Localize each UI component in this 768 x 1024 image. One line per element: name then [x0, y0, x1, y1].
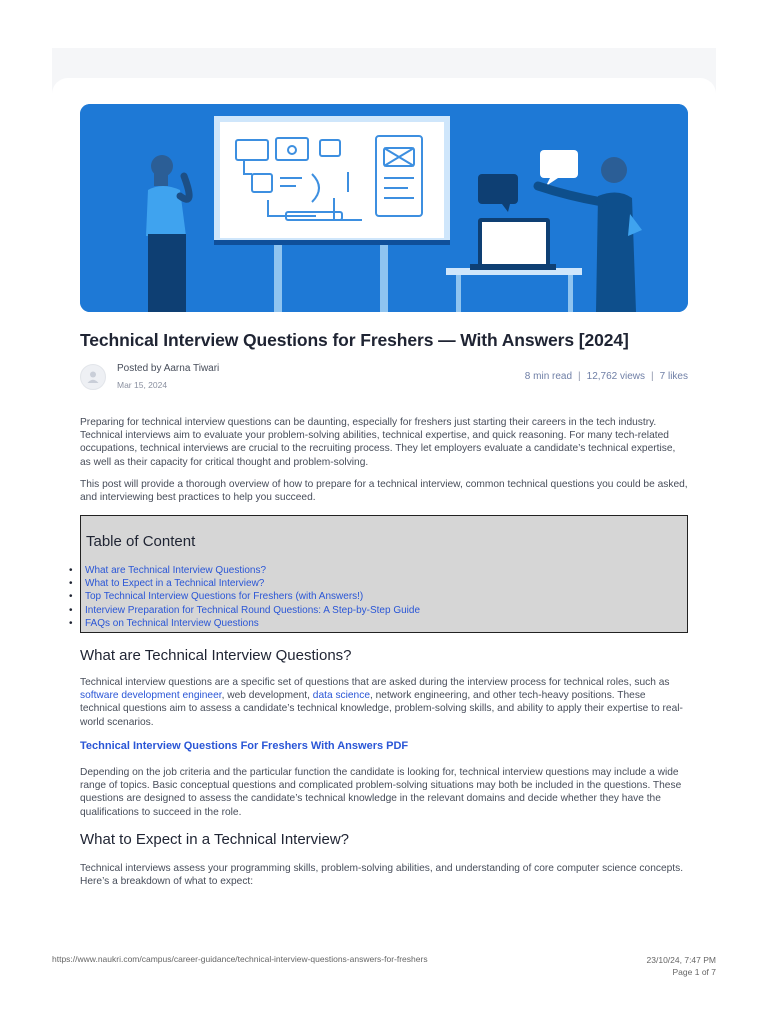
toc-list: [69, 564, 420, 630]
intro-paragraph: Preparing for technical interview questions can be daunting, especially for freshers just starting their careers in the tech industry. Technical interviews aim to evaluate your problem-solving abilities, technical expertise, and quick reasoning. For many tech-related occupations, technical interviews are crucial to the recruiting process. They let employers evaluate a candidate’s technical expertise, as well as their capacity for critical thought and problem-solving.: [80, 417, 676, 468]
toc-link[interactable]: Interview Preparation for Technical Round Questions: A Step-by-Step Guide: [85, 604, 421, 616]
text-segment: , web development,: [221, 690, 313, 702]
stats-separator: |: [578, 371, 581, 382]
bullet: •: [69, 591, 73, 603]
toc-link[interactable]: FAQs on Technical Interview Questions: [85, 617, 259, 629]
author-meta: [80, 362, 688, 392]
section-heading: What are Technical Interview Questions?: [80, 647, 352, 664]
section-heading-2: What to Expect in a Technical Interview?: [80, 831, 350, 848]
data-science-link[interactable]: data science: [312, 690, 370, 702]
avatar[interactable]: [80, 364, 106, 390]
section-paragraph-2: Depending on the job criteria and the particular function the candidate is looking for, technical interview questions may include a wide range of topics. Basic conceptual questions and complicated problem-solving situations may both be included in the questions. These questions are designed to assess the candidate’s technical knowledge in the relevant domains and decide whether they have the qualifications to succeed in the role.: [80, 767, 682, 818]
user-icon: [86, 370, 100, 384]
toc-item[interactable]: [69, 564, 420, 577]
intro-paragraph-2: This post will provide a thorough overview of how to prepare for a technical interview, common technical questions you could be asked, and interviewing best practices to help you succeed.: [80, 479, 688, 504]
publish-date: Mar 15, 2024: [117, 380, 168, 390]
bullet: •: [69, 565, 73, 576]
bullet: •: [69, 578, 73, 590]
author-name[interactable]: Posted by Aarna Tiwari: [117, 363, 220, 374]
footer-meta: [647, 954, 716, 978]
toc-link[interactable]: Top Technical Interview Questions for Freshers (with Answers!): [85, 591, 364, 603]
bullet: •: [69, 604, 73, 616]
pdf-download-link[interactable]: Technical Interview Questions For Freshers With Answers PDF: [80, 740, 409, 752]
toc-link[interactable]: What to Expect in a Technical Interview?: [85, 578, 265, 590]
read-time: 8 min read: [524, 371, 573, 382]
article-title: Technical Interview Questions for Freshers — With Answers [2024]: [80, 330, 629, 350]
like-count[interactable]: 7 likes: [659, 371, 688, 382]
footer-url: https://www.naukri.com/campus/career-guidance/technical-interview-questions-answers-for-freshers: [52, 954, 428, 964]
section-paragraph: [80, 676, 688, 729]
hero-illustration: [80, 104, 688, 312]
text-segment: , network engineering, and other tech-heavy positions. These technical questions aim to assess a candidate’s technical knowledge, problem-solving skills, and ability to apply their expertise to real-world scenarios.: [80, 690, 683, 728]
stats-separator: |: [651, 371, 654, 382]
print-datetime: 23/10/24, 7:47 PM: [646, 955, 716, 965]
toc-title: Table of Content: [86, 533, 196, 550]
article-stats: [525, 371, 688, 382]
view-count: 12,762 views: [586, 371, 646, 382]
toc-item[interactable]: [69, 590, 420, 603]
toc-item[interactable]: [69, 577, 420, 590]
toc-item[interactable]: [69, 617, 420, 630]
page-number: Page 1 of 7: [672, 967, 716, 977]
table-of-content: [69, 515, 688, 633]
toc-link[interactable]: What are Technical Interview Questions?: [85, 565, 267, 576]
software-engineer-link[interactable]: software development engineer: [80, 690, 222, 702]
toc-item[interactable]: [69, 604, 420, 617]
bullet: •: [69, 617, 73, 629]
text-segment: Technical interview questions are a specific set of questions that are asked during the interview process for technical roles, such as: [80, 677, 670, 688]
section-paragraph-3: Technical interviews assess your programming skills, problem-solving abilities, and understanding of core computer science concepts. Here’s a breakdown of what to expect:: [80, 863, 684, 888]
